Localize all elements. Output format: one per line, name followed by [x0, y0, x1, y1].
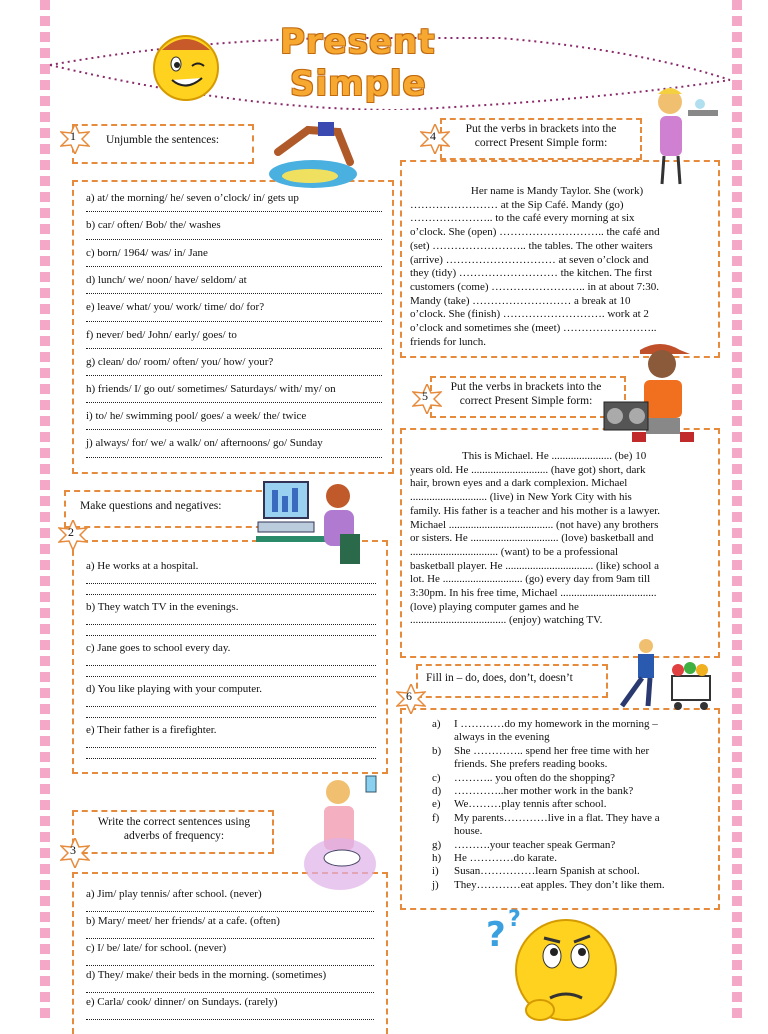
answer-line[interactable]: [86, 991, 374, 993]
answer-line[interactable]: [86, 675, 376, 677]
text-line: …………………… at the Sip Café. Mandy (go): [410, 198, 624, 211]
list-item: b) car/ often/ Bob/ the/ washes: [86, 219, 221, 231]
list-item: house.: [454, 825, 483, 838]
list-item: e) We………play tennis after school.: [432, 798, 607, 811]
list-item: e) Carla/ cook/ dinner/ on Sundays. (rarely): [86, 996, 278, 1008]
section5-instruction-line2: correct Present Simple form:: [459, 395, 593, 407]
list-item: f) My parents…………live in a flat. They have a: [432, 811, 660, 824]
list-item: h) friends/ I/ go out/ sometimes/ Saturdays/ with/ my/ on: [86, 383, 336, 395]
list-item: j) always/ for/ we/ a walk/ on/ afternoons/ go/ Sunday: [86, 437, 323, 449]
computer-user-illustration: [256, 474, 366, 574]
answer-line[interactable]: [86, 716, 376, 718]
text-line: customers (come) …………………….. in at about 7:30.: [410, 280, 659, 293]
list-item: e) Their father is a firefighter.: [86, 724, 217, 736]
list-item: c) Jane goes to school every day.: [86, 642, 231, 654]
section2-instruction: Make questions and negatives:: [80, 500, 222, 512]
text-line: 3:30pm. In his free time, Michael ...................................: [410, 587, 657, 600]
thinking-smiley-icon: [484, 906, 634, 1024]
text-line: years old. He ............................ (have got) short, dark: [410, 463, 646, 476]
text-line: This is Michael. He ...................... (be) 10: [462, 450, 647, 462]
section2-instruction-box: [64, 490, 272, 528]
text-line: hair, brown eyes and a dark complexion. Michael: [410, 477, 628, 490]
section6-instruction: Fill in – do, does, don’t, doesn’t: [426, 672, 573, 684]
section6-items: [432, 718, 708, 892]
section4-number-badge: 4: [420, 124, 446, 150]
section3-number-badge: 3: [60, 838, 86, 864]
list-item: d) You like playing with your computer.: [86, 683, 262, 695]
list-item: i) Susan……………learn Spanish at school.: [432, 865, 640, 878]
answer-line[interactable]: [86, 428, 382, 430]
list-item: friends. She prefers reading books.: [454, 758, 608, 771]
answer-line[interactable]: [86, 456, 382, 458]
page-title-line1: Present: [280, 22, 436, 62]
list-item: i) to/ he/ swimming pool/ goes/ a week/ the/ twice: [86, 410, 307, 422]
answer-line[interactable]: [86, 582, 376, 584]
svg-text:?: ?: [508, 907, 521, 932]
section2-number-badge: 2: [58, 520, 84, 546]
section1-instruction-box: [72, 124, 254, 164]
text-line: ............................ (live) in New York City with his: [410, 491, 632, 504]
answer-line[interactable]: [86, 401, 382, 403]
answer-line[interactable]: [86, 1018, 374, 1020]
winking-smiley-icon: [148, 28, 224, 104]
answer-line[interactable]: [86, 746, 376, 748]
answer-line[interactable]: [86, 265, 382, 267]
list-item: c) I/ be/ late/ for school. (never): [86, 942, 227, 954]
list-item: b) They watch TV in the evenings.: [86, 601, 239, 613]
text-line: or sisters. He ................................ (love) basketball and: [410, 532, 654, 545]
list-item: b) Mary/ meet/ her friends/ at a cafe. (often): [86, 915, 280, 927]
text-line: (arrive) ………………………… at seven o’clock and: [410, 253, 649, 266]
text-line: ................................ (want) to be a professional: [410, 545, 619, 558]
list-item: j) They…………eat apples. They don’t like them.: [432, 878, 665, 891]
text-line: o’clock and sometimes she (meet) ……………………..: [410, 322, 657, 335]
section6-instruction-box: [416, 664, 608, 698]
list-item: g) clean/ do/ room/ often/ you/ how/ your?: [86, 356, 274, 368]
section4-instruction-line2: correct Present Simple form:: [474, 137, 608, 149]
text-line: (set) …………………….. the tables. The other waiters: [410, 239, 653, 252]
list-item: d) lunch/ we/ noon/ have/ seldom/ at: [86, 274, 247, 286]
section5-instruction-box: [430, 376, 626, 418]
answer-line[interactable]: [86, 623, 376, 625]
answer-line[interactable]: [86, 910, 374, 912]
list-item: b) She ………….. spend her free time with her: [432, 744, 650, 757]
waitress-illustration: [640, 80, 730, 190]
text-line: ………………….. to the café every morning at six: [410, 212, 635, 225]
text-line: ................................... (enjoy) watching TV.: [410, 614, 603, 627]
text-line: Her name is Mandy Taylor. She (work): [470, 185, 644, 197]
section5-instruction-line1: Put the verbs in brackets into the: [450, 381, 602, 393]
answer-line[interactable]: [86, 347, 382, 349]
list-item: a) at/ the morning/ he/ seven o’clock/ in/ gets up: [86, 192, 299, 204]
text-line: o’clock. She (open) ……………………….. the café and: [410, 226, 660, 239]
answer-line[interactable]: [86, 292, 382, 294]
svg-text:?: ?: [486, 915, 506, 955]
section1-instruction: Unjumble the sentences:: [106, 134, 220, 146]
list-item: g) ……….your teacher speak German?: [432, 838, 616, 851]
list-item: always in the evening: [454, 731, 550, 744]
text-line: friends for lunch.: [410, 335, 487, 348]
answer-line[interactable]: [86, 320, 382, 322]
section4-instruction-box: [440, 118, 642, 160]
section2-box: [72, 540, 388, 774]
text-line: they (tidy) ……………………… the kitchen. The first: [410, 267, 653, 280]
list-item: a) I …………do my homework in the morning –: [432, 718, 658, 730]
cooking-woman-illustration: [290, 772, 390, 892]
left-border-stripe: [40, 0, 50, 1024]
section3-instruction-line2: adverbs of frequency:: [123, 830, 225, 842]
section4-text: [410, 185, 704, 349]
page-title-line2: Simple: [290, 64, 427, 104]
answer-line[interactable]: [86, 964, 374, 966]
answer-line[interactable]: [86, 757, 376, 759]
text-line: family. His father is a teacher and his mother is a lawyer.: [410, 504, 661, 517]
text-line: o’clock. She (finish) ………………………. work at 2: [410, 308, 649, 321]
boy-with-radio-illustration: [600, 336, 716, 454]
answer-line[interactable]: [86, 634, 376, 636]
section5-number-badge: 5: [412, 384, 438, 410]
text-line: (love) playing computer games and he: [410, 600, 579, 613]
list-item: h) He …………do karate.: [432, 852, 557, 865]
right-border-stripe: [732, 0, 742, 1024]
section4-instruction-line1: Put the verbs in brackets into the: [465, 123, 617, 135]
list-item: d) …………..her mother work in the bank?: [432, 785, 634, 798]
answer-line[interactable]: [86, 937, 374, 939]
answer-line[interactable]: [86, 238, 382, 240]
diver-illustration: [258, 112, 358, 192]
answer-line[interactable]: [86, 593, 376, 595]
list-item: a) He works at a hospital.: [86, 560, 199, 572]
shopping-cart-man-illustration: [600, 636, 716, 716]
text-line: Mandy (take) ……………………… a break at 10: [410, 294, 631, 307]
list-item: f) never/ bed/ John/ early/ goes/ to: [86, 329, 237, 341]
answer-line[interactable]: [86, 374, 382, 376]
answer-line[interactable]: [86, 210, 382, 212]
list-item: c) born/ 1964/ was/ in/ Jane: [86, 247, 208, 259]
text-line: lot. He ............................. (go) every day from 9am till: [410, 573, 651, 586]
section1-number-badge: 1: [60, 124, 86, 150]
section3-instruction-box: [72, 810, 274, 854]
answer-line[interactable]: [86, 705, 376, 707]
section5-text: [410, 450, 706, 628]
list-item: a) Jim/ play tennis/ after school. (never): [86, 888, 262, 900]
list-item: e) leave/ what/ you/ work/ time/ do/ for?: [86, 301, 265, 313]
list-item: d) They/ make/ their beds in the morning. (sometimes): [86, 969, 327, 981]
text-line: basketball player. He ................................ (like) school a: [410, 559, 659, 572]
section6-number-badge: 6: [396, 684, 422, 710]
text-line: Michael ...................................... (not have) any brothers: [410, 518, 659, 531]
answer-line[interactable]: [86, 664, 376, 666]
list-item: c) ……….. you often do the shopping?: [432, 771, 616, 784]
section3-instruction-line1: Write the correct sentences using: [97, 816, 251, 828]
